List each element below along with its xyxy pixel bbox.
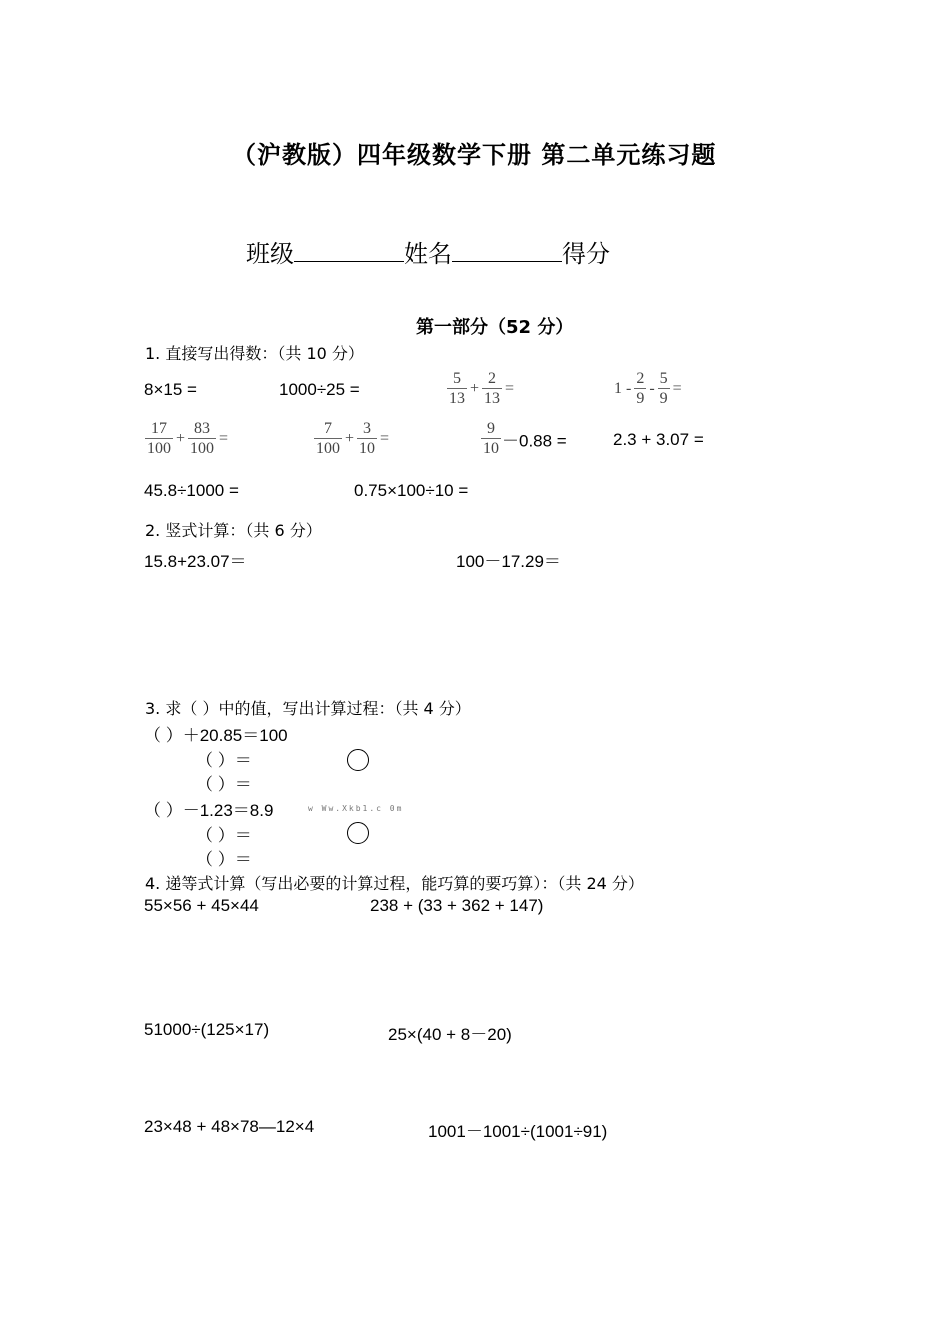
q4-label: 4. 递等式计算（写出必要的计算过程，能巧算的要巧算）：（共 24 分）: [145, 874, 644, 893]
q1-item-i: 45.8÷1000 =: [144, 481, 239, 500]
q4-item-f: 1001－1001÷(1001÷91): [428, 1122, 608, 1141]
q1-item-a: 8×15 =: [144, 380, 197, 399]
part1-heading: 第一部分（52 分）: [416, 317, 574, 338]
q1-item-e: $\frac{17}{100}$ + $\frac{83}{100}$ =: [147, 420, 229, 457]
class-label: 班级: [246, 240, 294, 268]
q3-eq1-step2: （ ）＝: [196, 775, 252, 794]
q2-item-a: 15.8+23.07＝: [144, 552, 247, 571]
fraction: $\frac{3}{10}$: [359, 420, 376, 457]
q1-item-d: 1 - $\frac{2}{9}$ - $\frac{5}{9}$ =: [614, 370, 682, 407]
fraction: $\frac{5}{9}$: [659, 370, 668, 407]
q4-item-c: 51000÷(125×17): [144, 1020, 270, 1039]
class-blank: [294, 239, 404, 262]
fraction: $\frac{5}{13}$: [449, 370, 465, 407]
q3-eq2-step1: （ ）＝: [196, 826, 252, 845]
q1-label: 1. 直接写出得数：（共 10 分）: [145, 344, 364, 363]
q1-item-j: 0.75×100÷10 =: [354, 481, 469, 500]
name-label: 姓名: [404, 240, 452, 268]
fraction: $\frac{2}{9}$: [636, 370, 645, 407]
q4-item-a: 55×56 + 45×44: [144, 896, 259, 915]
score-label: 得分: [562, 240, 610, 268]
answer-circle: [347, 749, 369, 771]
q1-item-h: 2.3 + 3.07 =: [613, 430, 704, 449]
student-info-line: [246, 234, 610, 269]
fraction: $\frac{17}{100}$: [147, 420, 171, 457]
q4-item-e: 23×48 + 48×78—12×4: [144, 1117, 315, 1136]
q1-item-b: 1000÷25 =: [279, 380, 360, 399]
fraction: $\frac{9}{10}$: [483, 420, 499, 457]
q3-eq2-step2: （ ）＝: [196, 850, 252, 869]
name-blank: [452, 239, 562, 262]
q1-item-f: $\frac{7}{100}$ + $\frac{3}{10}$ =: [316, 420, 390, 457]
q1-item-c: $\frac{5}{13}$ + $\frac{2}{13}$ =: [449, 370, 515, 407]
q4-item-b: 238 + (33 + 362 + 147): [370, 896, 544, 915]
fraction: $\frac{83}{100}$: [190, 420, 215, 457]
q3-eq1-step1: （ ）＝: [196, 751, 252, 770]
fraction: $\frac{2}{13}$: [484, 370, 501, 407]
q4-item-d: 25×(40 + 8－20): [388, 1025, 512, 1044]
page-title: （沪教版）四年级数学下册 第二单元练习题: [232, 141, 717, 169]
q3-eq2: （ ）－1.23＝8.9: [144, 801, 274, 820]
fraction: $\frac{7}{100}$: [316, 420, 340, 457]
q2-label: 2. 竖式计算：（共 6 分）: [145, 521, 322, 540]
q3-eq1: （ ）＋20.85＝100: [144, 726, 288, 745]
q3-label: 3. 求（ ）中的值，写出计算过程：（共 4 分）: [145, 699, 471, 718]
q1-item-g: $\frac{9}{10}$ －0.88 =: [483, 420, 567, 457]
answer-circle: [347, 822, 369, 844]
q2-item-b: 100－17.29＝: [456, 552, 561, 571]
watermark: w Ww.Xkb1.c 0m: [308, 804, 404, 813]
